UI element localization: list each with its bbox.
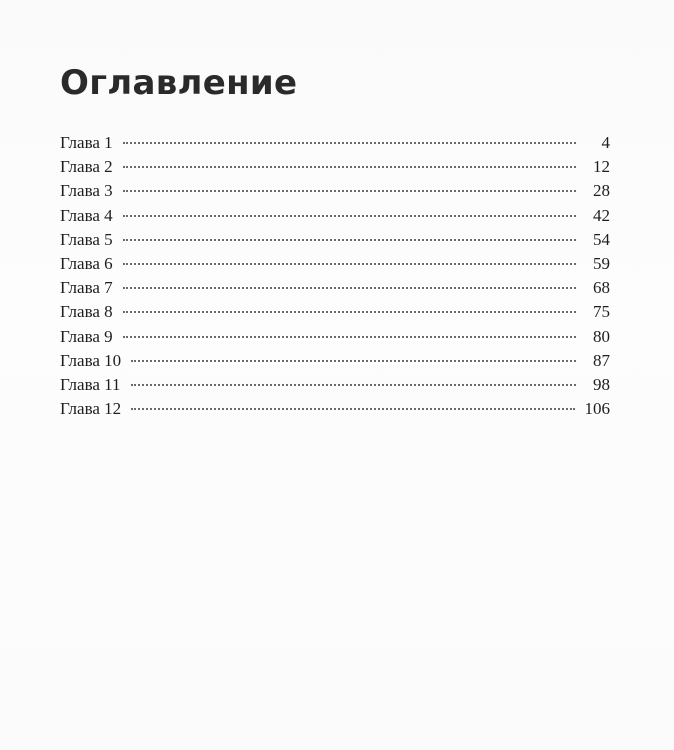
dot-leader <box>131 360 576 362</box>
dot-leader <box>131 408 574 410</box>
chapter-label: Глава 2 <box>60 157 113 177</box>
dot-leader <box>123 287 576 289</box>
chapter-label: Глава 7 <box>60 278 113 298</box>
toc-entry <box>60 252 610 276</box>
table-of-contents <box>60 131 610 421</box>
page-number: 106 <box>584 399 610 419</box>
page-number: 12 <box>593 157 610 177</box>
toc-entry <box>60 228 610 252</box>
chapter-label: Глава 11 <box>60 374 121 394</box>
toc-entry <box>60 155 610 179</box>
toc-entry <box>60 325 610 349</box>
page-number: 42 <box>593 205 610 225</box>
dot-leader <box>123 263 576 265</box>
chapter-label: Глава 1 <box>60 133 113 152</box>
chapter-label: Глава 8 <box>60 302 113 322</box>
toc-entry <box>60 397 610 421</box>
chapter-label: Глава 9 <box>60 326 113 346</box>
page-title: Оглавление <box>60 63 298 103</box>
page-number: 68 <box>593 278 610 298</box>
dot-leader <box>123 142 576 144</box>
page-number: 98 <box>593 374 610 394</box>
chapter-label: Глава 5 <box>60 229 113 249</box>
toc-entry <box>60 373 610 397</box>
toc-entry <box>60 349 610 373</box>
page-number: 80 <box>593 326 610 346</box>
dot-leader <box>123 215 576 217</box>
dot-leader <box>123 166 576 168</box>
toc-entry <box>60 179 610 203</box>
toc-entry <box>60 276 610 300</box>
page-number: 54 <box>593 229 610 249</box>
dot-leader <box>123 239 576 241</box>
page-number: 87 <box>593 350 610 370</box>
dot-leader <box>131 384 576 386</box>
chapter-label: Глава 3 <box>60 181 113 201</box>
chapter-label: Глава 10 <box>60 350 122 370</box>
chapter-label: Глава 6 <box>60 253 113 273</box>
toc-entry <box>60 204 610 228</box>
page-number: 59 <box>593 253 610 273</box>
page-number: 4 <box>601 133 610 152</box>
page-number: 28 <box>593 181 610 201</box>
page-number: 75 <box>593 302 610 322</box>
dot-leader <box>123 190 576 192</box>
toc-entry <box>60 131 610 155</box>
dot-leader <box>123 311 576 313</box>
toc-entry <box>60 300 610 324</box>
chapter-label: Глава 4 <box>60 205 113 225</box>
chapter-label: Глава 12 <box>60 399 122 419</box>
dot-leader <box>123 336 576 338</box>
